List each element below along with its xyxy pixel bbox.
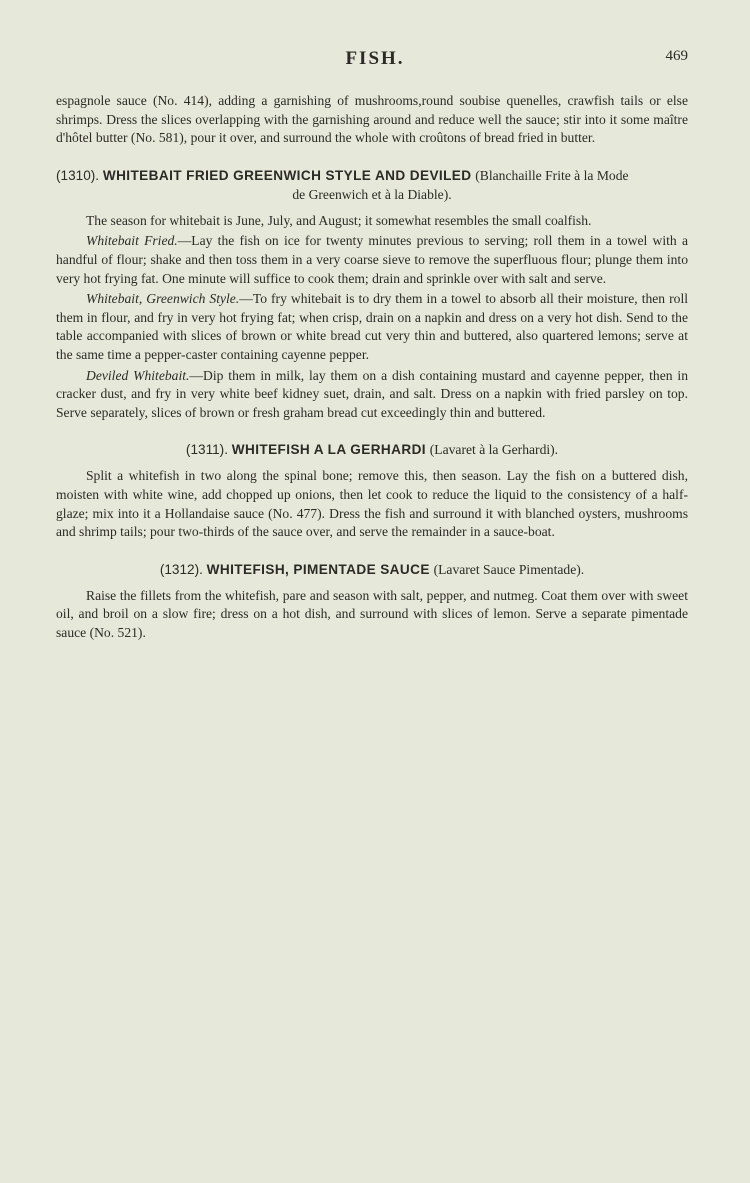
paragraph — [56, 467, 688, 541]
paragraph-text: Split a whitefish in two along the spinal bone; remove this, then season. Lay the fish on a buttered dish, moisten with white wine, add chopped up onions, then let cook to reduce the liquid to the consistency of a half-glaze; mix into it a Hollandaise sauce (No. 477). Dress the fish and surround it with blanched oysters, mushrooms and shrimp tails; pour two-thirds of the sauce over, and serve the remainder in a sauce-boat. — [56, 468, 688, 540]
section-french-title-continued: de Greenwich et à la Diable). — [292, 186, 452, 202]
paragraph — [56, 587, 688, 643]
section-heading-1312 — [56, 560, 688, 579]
section-heading-1310 — [56, 166, 688, 204]
paragraph-lead: Deviled Whitebait. — [86, 367, 190, 383]
paragraph-text: —To fry whitebait is to dry them in a towel to absorb all their moisture, then roll them in flour, and fry in very hot frying fat; when crisp, drain on a napkin and dress on a very hot dish. Send to the table accompanied with slices of brown or white bread cut very thin and buttered, also quartered lemons; serve at the same time a pepper-caster containing cayenne pepper. — [56, 291, 688, 362]
paragraph-text: The season for whitebait is June, July, and August; it somewhat resembles the small coalfish. — [86, 212, 592, 228]
section-title: WHITEFISH, PIMENTADE SAUCE — [206, 561, 430, 577]
paragraph — [56, 367, 688, 423]
section-number: (1310). — [56, 167, 100, 183]
paragraph-text: —Dip them in milk, lay them on a dish containing mustard and cayenne pepper, then in cracker dust, and fry in very white beef kidney suet, drain, and salt. Dress on a napkin with fried parsley on top. Serve separately, slices of brown or fresh graham bread cut exceedingly thin and buttered. — [56, 367, 689, 420]
section-french-title: (Blanchaille Frite à la Mode — [475, 167, 629, 183]
running-title: FISH. — [345, 48, 405, 69]
page-number: 469 — [665, 48, 688, 64]
paragraph — [56, 290, 688, 364]
paragraph — [56, 232, 688, 288]
section-title: WHITEBAIT FRIED GREENWICH STYLE AND DEVILED — [102, 167, 472, 183]
section-title: WHITEFISH A LA GERHARDI — [231, 442, 426, 458]
section-heading-1311 — [56, 440, 688, 459]
section-french-title: (Lavaret Sauce Pimentade). — [433, 561, 585, 577]
intro-paragraph: espagnole sauce (No. 414), adding a garnishing of mushrooms,round soubise quenelles, crawfish tails or else shrimps. Dress the slices overlapping with the garnishing around and reduce well the sauce; stir into it some maître d'hôtel butter (No. 581), pour it over, and surround the whole with croûtons of bread fried in butter. — [56, 93, 688, 146]
page-header — [0, 48, 750, 70]
page-content — [56, 92, 688, 642]
paragraph-lead: Whitebait, Greenwich Style. — [86, 291, 240, 307]
section-number: (1312). — [159, 561, 203, 577]
paragraph — [56, 212, 688, 231]
paragraph-lead: Whitebait Fried. — [86, 233, 178, 249]
section-french-title: (Lavaret à la Gerhardi). — [429, 442, 559, 458]
section-number: (1311). — [185, 442, 228, 458]
paragraph-text: —Lay the fish on ice for twenty minutes previous to serving; roll them in a towel with a handful of flour; shake and then toss them in a very coarse sieve to remove the superfluous flour; plunge them into very hot frying fat. One minute will suffice to cook them; drain and sprinkle over with salt and serve. — [56, 233, 688, 286]
paragraph-text: Raise the fillets from the whitefish, pare and season with salt, pepper, and nutmeg. Coat them over with sweet oil, and broil on a slow fire; dress on a hot dish, and surround with slices of lemon. Serve a separate pimentade sauce (No. 521). — [56, 587, 688, 640]
